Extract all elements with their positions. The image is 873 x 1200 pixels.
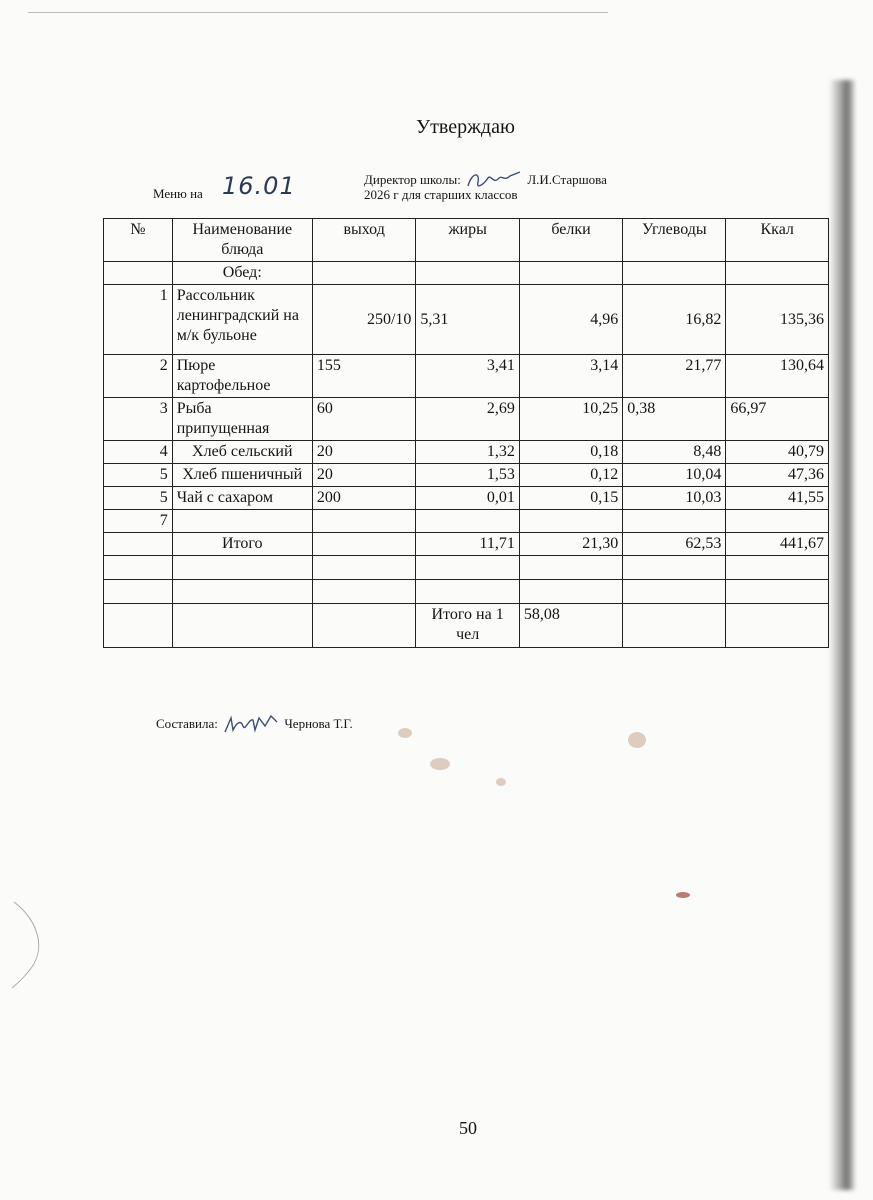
- row-name: Хлеб пшеничный: [172, 464, 312, 487]
- table-row: [104, 355, 829, 398]
- total-prot: 21,30: [519, 533, 622, 556]
- row-name: Пюре картофельное: [172, 355, 312, 398]
- row-fat: 0,01: [416, 487, 519, 510]
- row-fat: 1,32: [416, 441, 519, 464]
- row-kcal: 41,55: [726, 487, 829, 510]
- row-name: Рассольник ленинградский на м/к бульоне: [172, 285, 312, 355]
- row-fat: 5,31: [416, 285, 519, 355]
- row-kcal: 130,64: [726, 355, 829, 398]
- total-fat: 11,71: [416, 533, 519, 556]
- compiled-label: Составила:: [156, 715, 218, 731]
- row-carb: 8,48: [623, 441, 726, 464]
- total-carb: 62,53: [623, 533, 726, 556]
- table-row: [104, 285, 829, 355]
- paper-stain: [398, 728, 412, 738]
- row-prot: 0,18: [519, 441, 622, 464]
- table-row: [104, 510, 829, 533]
- row-num: 2: [104, 355, 173, 398]
- row-fat: 3,41: [416, 355, 519, 398]
- empty-row: [104, 556, 829, 580]
- row-num: 4: [104, 441, 173, 464]
- margin-mark-icon: [8, 900, 48, 990]
- date-line: 2026 г для старших классов: [364, 187, 518, 202]
- row-num: 7: [104, 510, 173, 533]
- compiled-line: [156, 712, 353, 738]
- row-prot: 0,12: [519, 464, 622, 487]
- row-carb: 10,04: [623, 464, 726, 487]
- row-out: 20: [312, 464, 416, 487]
- row-out: 20: [312, 441, 416, 464]
- header-carb: Углеводы: [623, 219, 726, 262]
- header-out: выход: [312, 219, 416, 262]
- row-kcal: 66,97: [726, 398, 829, 441]
- header-kcal: Ккал: [726, 219, 829, 262]
- header-name: Наименование блюда: [172, 219, 312, 262]
- row-carb: 0,38: [623, 398, 726, 441]
- table-row: [104, 487, 829, 510]
- paper-stain: [496, 778, 506, 786]
- scan-shadow-edge: [829, 80, 855, 1190]
- row-fat: 2,69: [416, 398, 519, 441]
- menu-date-handwritten: 16.01: [222, 172, 296, 200]
- row-prot: 0,15: [519, 487, 622, 510]
- paper-stain: [676, 892, 690, 898]
- row-prot: 4,96: [519, 285, 622, 355]
- compiled-name: Чернова Т.Г.: [284, 715, 353, 731]
- per-person-value: 58,08: [519, 604, 622, 648]
- per-person-label: Итого на 1 чел: [416, 604, 519, 648]
- section-label: Обед:: [172, 262, 312, 285]
- row-num: 5: [104, 487, 173, 510]
- row-num: 5: [104, 464, 173, 487]
- row-carb: 21,77: [623, 355, 726, 398]
- menu-table: [103, 218, 829, 648]
- table-row: [104, 441, 829, 464]
- row-kcal: 135,36: [726, 285, 829, 355]
- row-kcal: 47,36: [726, 464, 829, 487]
- row-carb: 10,03: [623, 487, 726, 510]
- empty-row: [104, 580, 829, 604]
- total-label: Итого: [172, 533, 312, 556]
- row-out: 250/10: [312, 285, 416, 355]
- row-carb: 16,82: [623, 285, 726, 355]
- table-row: [104, 398, 829, 441]
- total-kcal: 441,67: [726, 533, 829, 556]
- row-prot: 10,25: [519, 398, 622, 441]
- header-fat: жиры: [416, 219, 519, 262]
- page-number: 50: [459, 1118, 477, 1138]
- header-prot: белки: [519, 219, 622, 262]
- row-prot: 3,14: [519, 355, 622, 398]
- table-header-row: [104, 219, 829, 262]
- row-name: Хлеб сельский: [172, 441, 312, 464]
- total-row: [104, 533, 829, 556]
- row-out: 60: [312, 398, 416, 441]
- header-num: №: [104, 219, 173, 262]
- row-out: 155: [312, 355, 416, 398]
- per-person-row: [104, 604, 829, 648]
- row-name: Чай с сахаром: [172, 487, 312, 510]
- approve-heading: Утверждаю: [416, 116, 515, 138]
- director-label: Директор школы:: [364, 171, 461, 187]
- row-fat: 1,53: [416, 464, 519, 487]
- paper-stain: [430, 758, 450, 770]
- row-name: Рыба припущенная: [172, 398, 312, 441]
- row-num: 1: [104, 285, 173, 355]
- top-rule: [28, 12, 608, 13]
- section-row: [104, 262, 829, 285]
- menu-label: Меню на: [153, 186, 203, 201]
- compiler-signature-icon: [221, 712, 281, 738]
- paper-stain: [628, 732, 646, 748]
- row-out: 200: [312, 487, 416, 510]
- row-kcal: 40,79: [726, 441, 829, 464]
- director-name: Л.И.Старшова: [527, 171, 607, 187]
- row-num: 3: [104, 398, 173, 441]
- table-row: [104, 464, 829, 487]
